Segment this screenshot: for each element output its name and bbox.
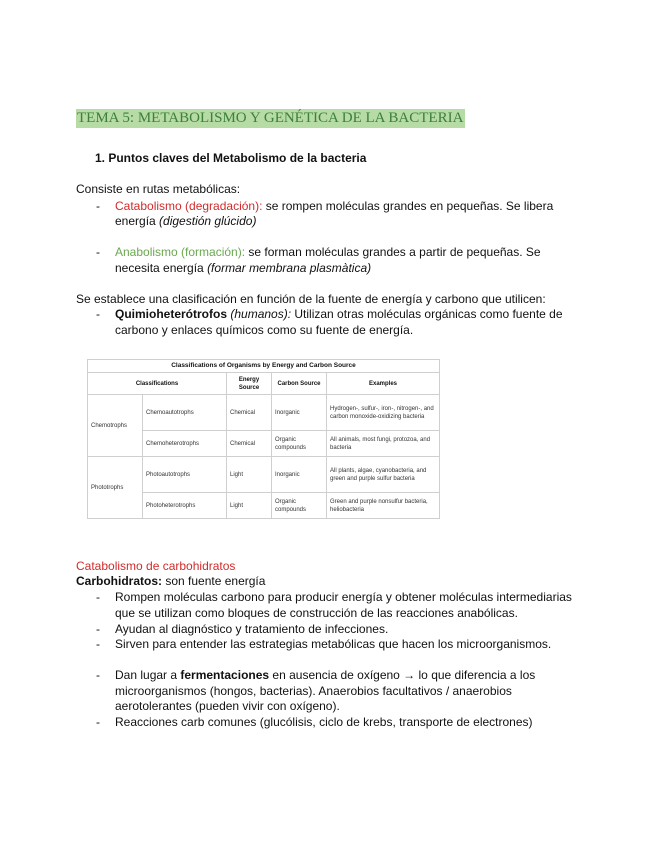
ferment-line1 <box>115 668 535 683</box>
table-row <box>88 395 440 431</box>
list-item: Ayudan al diagnóstico y tratamiento de infecciones. <box>115 622 389 636</box>
anabolismo-text: se forman moléculas grandes a partir de pequeñas. Se <box>245 245 541 259</box>
bullet-dash: - <box>96 715 100 729</box>
bullet-dash: - <box>96 245 100 259</box>
list-item: que se utilizan como bloques de construcción de las reacciones anabólicas. <box>115 606 518 620</box>
catabolismo-line2 <box>115 214 256 229</box>
table-cell: Organic compounds <box>272 431 327 457</box>
bullet-dash: - <box>96 622 100 636</box>
table-cell: Inorganic <box>272 395 327 431</box>
quimio-italic: (humanos): <box>227 307 292 321</box>
table-cell: Chemoheterotrophs <box>143 431 227 457</box>
quimio-line2: carbono y enlaces químicos como su fuente de energía. <box>115 323 414 337</box>
bullet-dash: - <box>96 199 100 213</box>
ferment-line3: aerotolerantes (pueden vivir con oxígeno). <box>115 699 340 713</box>
table-header: Carbon Source <box>272 373 327 395</box>
clasificacion-text: Se establece una clasificación en función de la fuente de energía y carbono que utilicen: <box>76 292 546 306</box>
anabolismo-line1 <box>115 245 541 260</box>
carb-line <box>76 574 265 589</box>
document-title: TEMA 5: METABOLISMO Y GENÉTICA DE LA BACTERIA <box>77 110 464 126</box>
section-heading: 1. Puntos claves del Metabolismo de la bacteria <box>95 151 367 165</box>
carb-text: son fuente energía <box>162 574 266 588</box>
table-group-label: Chemotrophs <box>88 395 143 457</box>
ferment-post: en ausencia de oxígeno → lo que diferencia a los <box>269 668 536 682</box>
table-cell: All animals, most fungi, protozoa, and bacteria <box>327 431 440 457</box>
table-header: Energy Source <box>227 373 272 395</box>
quimio-label: Quimioheterótrofos <box>115 307 228 321</box>
bullet-dash: - <box>96 590 100 604</box>
anabolismo-text2: necesita energía <box>115 261 208 275</box>
ferment-line2: microorganismos (hongos, bacterias). Anaerobios facultativos / anaerobios <box>115 684 512 698</box>
table-cell: Inorganic <box>272 457 327 493</box>
table-row <box>88 457 440 493</box>
bullet-dash: - <box>96 307 100 321</box>
table-cell: Organic compounds <box>272 493 327 519</box>
table-cell: Light <box>227 493 272 519</box>
table-cell: Hydrogen-, sulfur-, iron-, nitrogen-, and carbon monoxide-oxidizing bacteria <box>327 395 440 431</box>
table-header: Classifications <box>88 373 227 395</box>
table-caption: Classifications of Organisms by Energy and Carbon Source <box>88 360 440 373</box>
table-cell: Chemoautotrophs <box>143 395 227 431</box>
list-item: Rompen moléculas carbono para producir energía y obtener moléculas intermediarias <box>115 590 572 604</box>
catabolismo-text: se rompen moléculas grandes en pequeñas. Se libera <box>262 199 554 213</box>
catabolismo-text2: energía <box>115 214 160 228</box>
ferment-pre: Dan lugar a <box>115 668 181 682</box>
bullet-dash: - <box>96 668 100 682</box>
table-cell: Light <box>227 457 272 493</box>
table-cell: Photoautotrophs <box>143 457 227 493</box>
anabolismo-label: Anabolismo (formación): <box>115 245 246 259</box>
bullet-dash: - <box>96 637 100 651</box>
catabolismo-example: (digestión glúcido) <box>159 214 257 228</box>
table-cell: Green and purple nonsulfur bacteria, heliobacteria <box>327 493 440 519</box>
classification-table <box>87 359 440 519</box>
table-group-label: Phototrophs <box>88 457 143 519</box>
table-cell: Chemical <box>227 395 272 431</box>
anabolismo-example: (formar membrana plasmàtica) <box>207 261 372 275</box>
table-cell: Photoheterotrophs <box>143 493 227 519</box>
carb-label: Carbohidratos: <box>76 574 163 588</box>
table-header: Examples <box>327 373 440 395</box>
ferment-bold: fermentaciones <box>180 668 270 682</box>
quimio-line1 <box>115 307 563 322</box>
catabolismo-label: Catabolismo (degradación): <box>115 199 263 213</box>
intro-text: Consiste en rutas metabólicas: <box>76 182 241 196</box>
list-item: Sirven para entender las estrategias metabólicas que hacen los microorganismos. <box>115 637 552 651</box>
catabolismo-line1 <box>115 199 553 214</box>
list-item: Reacciones carb comunes (glucólisis, ciclo de krebs, transporte de electrones) <box>115 715 533 729</box>
table-cell: All plants, algae, cyanobacteria, and green and purple sulfur bacteria <box>327 457 440 493</box>
carb-heading: Catabolismo de carbohidratos <box>76 559 236 573</box>
table-cell: Chemical <box>227 431 272 457</box>
anabolismo-line2 <box>115 261 371 276</box>
quimio-text: Utilizan otras moléculas orgánicas como fuente de <box>291 307 563 321</box>
